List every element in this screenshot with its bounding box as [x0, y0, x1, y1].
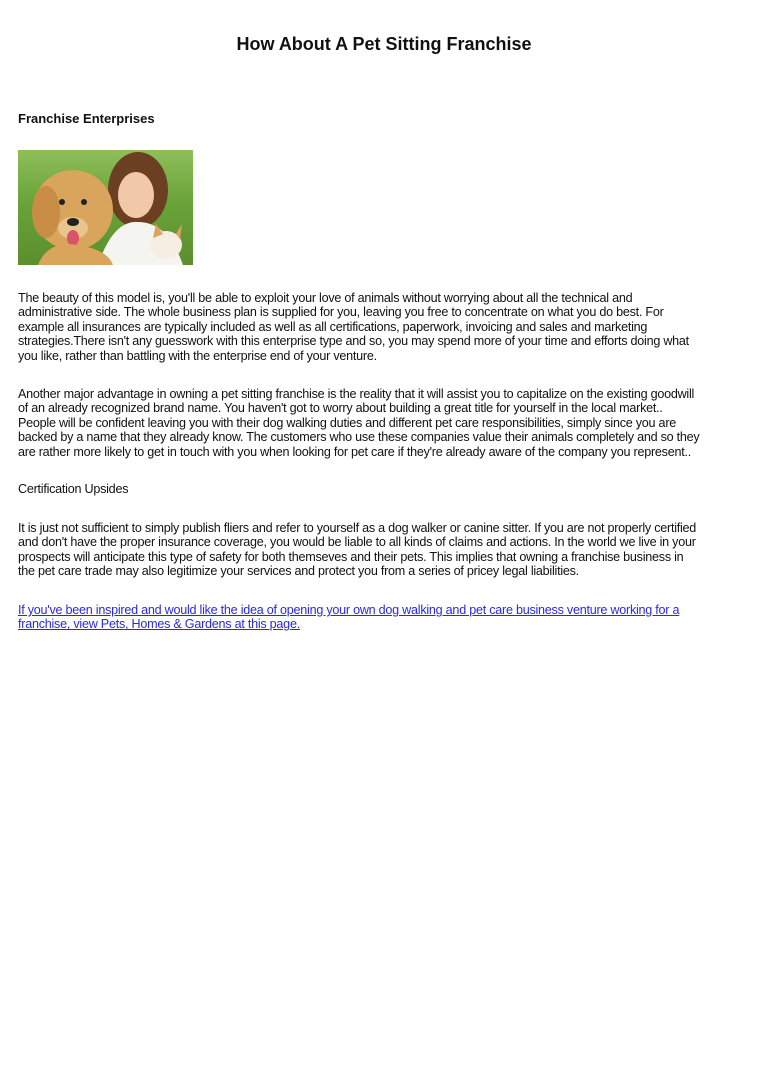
page-title: How About A Pet Sitting Franchise	[236, 34, 532, 54]
paragraph-3	[18, 521, 696, 579]
paragraph-2	[18, 387, 699, 459]
section-heading-franchise-enterprises: Franchise Enterprises	[18, 111, 155, 126]
text-line: strategies.There isn't any guesswork with this enterprise type and so, you may spend more of your time and efforts doing what	[18, 334, 689, 349]
woman-with-dog-and-cat-photo	[18, 150, 193, 265]
text-line: backed by a name that they already know. The customers who use these companies value their animals completely and so they	[18, 430, 700, 445]
text-line: prospects will anticipate this type of safety for both themseves and their pets. This implies that owning a franchise business in	[18, 549, 684, 564]
text-line: example all insurances are typically included as well as all certifications, paperwork, invoicing and sales and marketing	[18, 319, 648, 334]
text-line: you like, rather than battling with the enterprise end of your venture.	[18, 348, 377, 363]
text-line: of an already recognized brand name. You haven't got to worry about building a great title for yourself in the local market..	[18, 401, 663, 416]
text-line: Another major advantage in owning a pet sitting franchise is the reality that it will assist you to capitalize on the existing goodwill	[18, 387, 695, 401]
paragraph-1	[18, 291, 689, 363]
text-line: are rather more likely to get in touch with you when looking for pet care if they're already aware of the company you represent..	[18, 444, 691, 459]
text-line: The beauty of this model is, you'll be able to exploit your love of animals without worrying about all the technical and	[18, 291, 633, 305]
link-line[interactable]: franchise, view Pets, Homes & Gardens at this page.	[18, 617, 300, 632]
text-line: People will be confident leaving you with their dog walking duties and different pet care responsibilities, simply since you are	[18, 415, 677, 430]
text-line: It is just not sufficient to simply publish fliers and refer to yourself as a dog walker or canine sitter. If you are not properly certified	[18, 521, 697, 535]
text-line: administrative side. The whole business plan is supplied for you, leaving you free to concentrate on what you do best. For	[18, 305, 664, 320]
text-line: the pet care trade may also legitimize your services and protect you from a series of pricey legal liabilities.	[18, 564, 579, 579]
pets-homes-gardens-link[interactable]	[18, 603, 679, 632]
text-line: and don't have the proper insurance coverage, you would be liable to all kinds of claims and actions. In the world we live in your	[18, 535, 696, 550]
link-line[interactable]: If you've been inspired and would like the idea of opening your own dog walking and pet care business venture working for a	[18, 603, 680, 617]
section-heading-certification-upsides: Certification Upsides	[18, 482, 129, 496]
